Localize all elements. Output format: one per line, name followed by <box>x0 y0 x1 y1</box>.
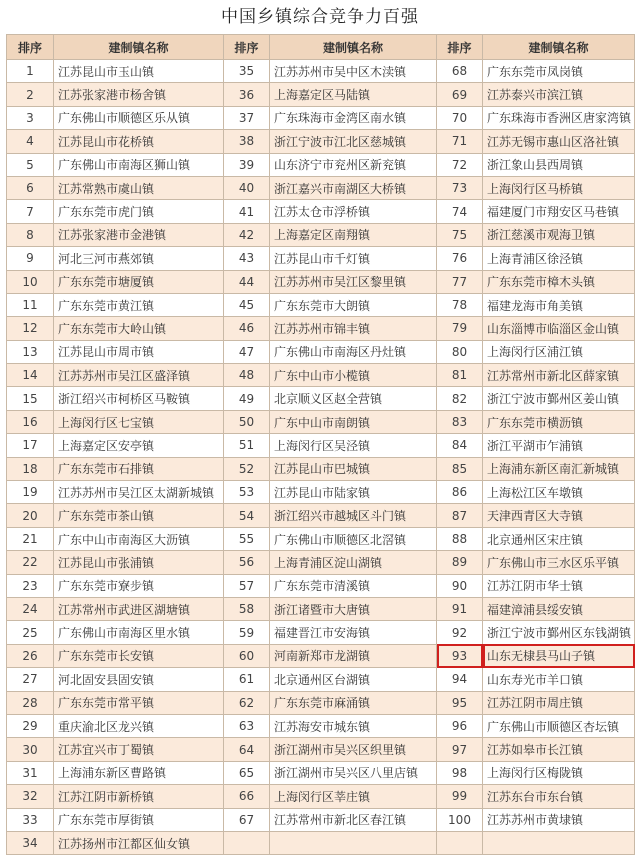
table-row <box>7 644 635 667</box>
town-name-cell: 浙江诸暨市大唐镇 <box>270 597 437 620</box>
rank-cell <box>224 831 270 854</box>
rank-cell: 31 <box>7 761 54 784</box>
town-name-cell: 上海闵行区浦江镇 <box>483 340 635 363</box>
rank-cell: 66 <box>224 785 270 808</box>
rank-cell: 62 <box>224 691 270 714</box>
town-name-cell: 广东珠海市香洲区唐家湾镇 <box>483 106 635 129</box>
rank-cell: 69 <box>437 83 483 106</box>
rank-cell: 77 <box>437 270 483 293</box>
town-name-cell: 广东中山市南朗镇 <box>270 410 437 433</box>
rank-cell: 12 <box>7 317 54 340</box>
town-name-cell: 浙江象山县西周镇 <box>483 153 635 176</box>
rank-cell: 78 <box>437 293 483 316</box>
town-name-cell: 广东东莞市凤岗镇 <box>483 60 635 83</box>
rank-cell: 72 <box>437 153 483 176</box>
rank-cell: 33 <box>7 808 54 831</box>
table-row <box>7 270 635 293</box>
town-name-cell: 江苏太仓市浮桥镇 <box>270 200 437 223</box>
town-name-cell: 福建厦门市翔安区马巷镇 <box>483 200 635 223</box>
town-name-cell: 浙江平湖市乍浦镇 <box>483 434 635 457</box>
rank-header: 排序 <box>7 35 54 60</box>
rank-header: 排序 <box>224 35 270 60</box>
town-name-cell: 北京顺义区赵全营镇 <box>270 387 437 410</box>
town-name-cell: 江苏苏州市锦丰镇 <box>270 317 437 340</box>
rank-cell: 95 <box>437 691 483 714</box>
rank-cell: 87 <box>437 504 483 527</box>
name-header: 建制镇名称 <box>483 35 635 60</box>
town-name-cell: 江苏江阴市华士镇 <box>483 574 635 597</box>
town-name-cell: 北京通州区宋庄镇 <box>483 527 635 550</box>
rank-cell: 81 <box>437 364 483 387</box>
town-name-cell: 江苏昆山市陆家镇 <box>270 481 437 504</box>
town-name-cell: 山东济宁市兖州区新兖镇 <box>270 153 437 176</box>
rank-cell: 21 <box>7 527 54 550</box>
rank-cell: 2 <box>7 83 54 106</box>
town-name-cell: 上海浦东新区曹路镇 <box>54 761 224 784</box>
rank-cell: 84 <box>437 434 483 457</box>
table-row <box>7 738 635 761</box>
town-name-cell: 福建晋江市安海镇 <box>270 621 437 644</box>
table-row <box>7 434 635 457</box>
town-name-cell: 广东东莞市塘厦镇 <box>54 270 224 293</box>
rank-cell: 27 <box>7 668 54 691</box>
name-header: 建制镇名称 <box>270 35 437 60</box>
table-row <box>7 761 635 784</box>
rank-cell: 19 <box>7 481 54 504</box>
town-name-cell: 广东中山市南海区大沥镇 <box>54 527 224 550</box>
rank-cell: 93 <box>437 644 483 667</box>
table-row <box>7 481 635 504</box>
rank-cell: 18 <box>7 457 54 480</box>
rank-cell: 99 <box>437 785 483 808</box>
town-name-cell: 上海嘉定区安亭镇 <box>54 434 224 457</box>
town-name-cell: 广东东莞市麻涌镇 <box>270 691 437 714</box>
table-row <box>7 200 635 223</box>
rank-cell: 51 <box>224 434 270 457</box>
town-name-cell: 江苏泰兴市滨江镇 <box>483 83 635 106</box>
town-name-cell: 广东佛山市顺德区北滘镇 <box>270 527 437 550</box>
town-name-cell: 江苏昆山市玉山镇 <box>54 60 224 83</box>
rank-cell: 22 <box>7 551 54 574</box>
rank-cell: 3 <box>7 106 54 129</box>
table-row <box>7 60 635 83</box>
rank-cell: 97 <box>437 738 483 761</box>
town-name-cell: 江苏如皋市长江镇 <box>483 738 635 761</box>
rank-cell: 65 <box>224 761 270 784</box>
town-name-cell: 江苏昆山市张浦镇 <box>54 551 224 574</box>
rank-cell: 32 <box>7 785 54 808</box>
table-row <box>7 410 635 433</box>
town-name-cell: 上海嘉定区马陆镇 <box>270 83 437 106</box>
rank-cell: 57 <box>224 574 270 597</box>
town-name-cell: 河北固安县固安镇 <box>54 668 224 691</box>
rank-cell: 28 <box>7 691 54 714</box>
table-row <box>7 504 635 527</box>
name-header: 建制镇名称 <box>54 35 224 60</box>
rank-cell: 49 <box>224 387 270 410</box>
rank-cell: 46 <box>224 317 270 340</box>
town-name-cell: 广东东莞市厚街镇 <box>54 808 224 831</box>
rank-cell: 17 <box>7 434 54 457</box>
rank-cell: 10 <box>7 270 54 293</box>
table-row <box>7 247 635 270</box>
rank-cell <box>437 831 483 854</box>
rank-cell: 94 <box>437 668 483 691</box>
rank-cell: 88 <box>437 527 483 550</box>
rank-cell: 67 <box>224 808 270 831</box>
rank-cell: 74 <box>437 200 483 223</box>
rank-cell: 82 <box>437 387 483 410</box>
town-name-cell: 江苏昆山市花桥镇 <box>54 130 224 153</box>
town-name-cell: 江苏张家港市杨舍镇 <box>54 83 224 106</box>
ranking-table <box>6 34 635 855</box>
rank-cell: 36 <box>224 83 270 106</box>
town-name-cell: 江苏江阴市周庄镇 <box>483 691 635 714</box>
table-row <box>7 831 635 854</box>
rank-cell: 75 <box>437 223 483 246</box>
table-row <box>7 527 635 550</box>
table-row <box>7 621 635 644</box>
town-name-cell: 上海闵行区莘庄镇 <box>270 785 437 808</box>
town-name-cell: 广东佛山市三水区乐平镇 <box>483 551 635 574</box>
town-name-cell: 广东东莞市大朗镇 <box>270 293 437 316</box>
town-name-cell: 上海嘉定区南翔镇 <box>270 223 437 246</box>
town-name-cell: 江苏无锡市惠山区洛社镇 <box>483 130 635 153</box>
table-row <box>7 293 635 316</box>
rank-cell: 29 <box>7 714 54 737</box>
rank-cell: 26 <box>7 644 54 667</box>
town-name-cell: 浙江宁波市江北区慈城镇 <box>270 130 437 153</box>
town-name-cell: 江苏江阴市新桥镇 <box>54 785 224 808</box>
table-row <box>7 364 635 387</box>
table-row <box>7 340 635 363</box>
rank-cell: 23 <box>7 574 54 597</box>
rank-cell: 70 <box>437 106 483 129</box>
rank-cell: 52 <box>224 457 270 480</box>
rank-cell: 89 <box>437 551 483 574</box>
table-row <box>7 691 635 714</box>
rank-cell: 68 <box>437 60 483 83</box>
rank-cell: 6 <box>7 176 54 199</box>
rank-cell: 40 <box>224 176 270 199</box>
town-name-cell: 江苏常州市新北区薛家镇 <box>483 364 635 387</box>
rank-cell: 5 <box>7 153 54 176</box>
table-row <box>7 176 635 199</box>
rank-cell: 91 <box>437 597 483 620</box>
rank-cell: 56 <box>224 551 270 574</box>
table-row <box>7 130 635 153</box>
rank-cell: 1 <box>7 60 54 83</box>
town-name-cell: 广东东莞市大岭山镇 <box>54 317 224 340</box>
rank-cell: 80 <box>437 340 483 363</box>
table-row <box>7 106 635 129</box>
rank-cell: 60 <box>224 644 270 667</box>
table-row <box>7 551 635 574</box>
rank-cell: 8 <box>7 223 54 246</box>
table-row <box>7 387 635 410</box>
town-name-cell: 广东佛山市南海区丹灶镇 <box>270 340 437 363</box>
rank-cell: 54 <box>224 504 270 527</box>
town-name-cell: 广东佛山市南海区里水镇 <box>54 621 224 644</box>
rank-cell: 92 <box>437 621 483 644</box>
rank-cell: 50 <box>224 410 270 433</box>
town-name-cell: 江苏苏州市吴中区木渎镇 <box>270 60 437 83</box>
rank-cell: 64 <box>224 738 270 761</box>
rank-cell: 9 <box>7 247 54 270</box>
town-name-cell: 浙江宁波市鄞州区姜山镇 <box>483 387 635 410</box>
table-row <box>7 785 635 808</box>
table-row <box>7 808 635 831</box>
rank-cell: 55 <box>224 527 270 550</box>
rank-cell: 25 <box>7 621 54 644</box>
town-name-cell: 江苏昆山市周市镇 <box>54 340 224 363</box>
table-row <box>7 597 635 620</box>
rank-cell: 37 <box>224 106 270 129</box>
page-title: 中国乡镇综合竞争力百强 <box>221 7 419 27</box>
town-name-cell: 山东淄博市临淄区金山镇 <box>483 317 635 340</box>
rank-cell: 35 <box>224 60 270 83</box>
town-name-cell: 浙江湖州市吴兴区八里店镇 <box>270 761 437 784</box>
rank-cell: 30 <box>7 738 54 761</box>
town-name-cell: 江苏宜兴市丁蜀镇 <box>54 738 224 761</box>
town-name-cell <box>270 831 437 854</box>
town-name-cell: 广东东莞市长安镇 <box>54 644 224 667</box>
rank-cell: 58 <box>224 597 270 620</box>
rank-cell: 59 <box>224 621 270 644</box>
rank-cell: 44 <box>224 270 270 293</box>
rank-cell: 100 <box>437 808 483 831</box>
town-name-cell: 广东珠海市金湾区南水镇 <box>270 106 437 129</box>
town-name-cell: 上海浦东新区南汇新城镇 <box>483 457 635 480</box>
town-name-cell: 福建龙海市角美镇 <box>483 293 635 316</box>
town-name-cell: 江苏常州市新北区春江镇 <box>270 808 437 831</box>
rank-cell: 38 <box>224 130 270 153</box>
table-row <box>7 668 635 691</box>
rank-cell: 96 <box>437 714 483 737</box>
town-name-cell: 江苏常熟市虞山镇 <box>54 176 224 199</box>
town-name-cell: 广东东莞市常平镇 <box>54 691 224 714</box>
table-row <box>7 574 635 597</box>
town-name-cell: 北京通州区台湖镇 <box>270 668 437 691</box>
table-row <box>7 153 635 176</box>
town-name-cell: 浙江宁波市鄞州区东钱湖镇 <box>483 621 635 644</box>
town-name-cell: 河北三河市燕郊镇 <box>54 247 224 270</box>
rank-cell: 11 <box>7 293 54 316</box>
rank-cell: 45 <box>224 293 270 316</box>
rank-cell: 34 <box>7 831 54 854</box>
town-name-cell: 天津西青区大寺镇 <box>483 504 635 527</box>
town-name-cell: 浙江嘉兴市南湖区大桥镇 <box>270 176 437 199</box>
town-name-cell: 广东佛山市南海区狮山镇 <box>54 153 224 176</box>
rank-cell: 39 <box>224 153 270 176</box>
town-name-cell: 广东东莞市虎门镇 <box>54 200 224 223</box>
rank-cell: 98 <box>437 761 483 784</box>
rank-cell: 90 <box>437 574 483 597</box>
rank-cell: 20 <box>7 504 54 527</box>
town-name-cell: 福建漳浦县绥安镇 <box>483 597 635 620</box>
town-name-cell: 江苏苏州市吴江区黎里镇 <box>270 270 437 293</box>
table-row <box>7 223 635 246</box>
header-row <box>7 35 635 60</box>
rank-cell: 7 <box>7 200 54 223</box>
town-name-cell: 上海闵行区七宝镇 <box>54 410 224 433</box>
town-name-cell: 江苏苏州市黄埭镇 <box>483 808 635 831</box>
table-row <box>7 714 635 737</box>
rank-cell: 42 <box>224 223 270 246</box>
town-name-cell: 广东佛山市顺德区杏坛镇 <box>483 714 635 737</box>
town-name-cell: 上海青浦区徐泾镇 <box>483 247 635 270</box>
town-name-cell: 广东东莞市茶山镇 <box>54 504 224 527</box>
rank-cell: 43 <box>224 247 270 270</box>
table-row <box>7 83 635 106</box>
town-name-cell: 浙江慈溪市观海卫镇 <box>483 223 635 246</box>
rank-cell: 83 <box>437 410 483 433</box>
town-name-cell: 广东东莞市樟木头镇 <box>483 270 635 293</box>
rank-cell: 47 <box>224 340 270 363</box>
town-name-cell: 广东东莞市石排镇 <box>54 457 224 480</box>
rank-cell: 61 <box>224 668 270 691</box>
rank-cell: 85 <box>437 457 483 480</box>
rank-header: 排序 <box>437 35 483 60</box>
town-name-cell: 上海闵行区马桥镇 <box>483 176 635 199</box>
rank-cell: 24 <box>7 597 54 620</box>
town-name-cell: 江苏苏州市吴江区太湖新城镇 <box>54 481 224 504</box>
rank-cell: 48 <box>224 364 270 387</box>
town-name-cell: 广东中山市小榄镇 <box>270 364 437 387</box>
town-name-cell: 浙江绍兴市柯桥区马鞍镇 <box>54 387 224 410</box>
rank-cell: 4 <box>7 130 54 153</box>
rank-cell: 63 <box>224 714 270 737</box>
town-name-cell: 浙江绍兴市越城区斗门镇 <box>270 504 437 527</box>
town-name-cell: 广东东莞市寮步镇 <box>54 574 224 597</box>
highlighted-town-cell: 山东无棣县马山子镇 <box>483 644 635 667</box>
town-name-cell: 河南新郑市龙湖镇 <box>270 644 437 667</box>
table-row <box>7 317 635 340</box>
town-name-cell: 浙江湖州市吴兴区织里镇 <box>270 738 437 761</box>
town-name-cell: 山东寿光市羊口镇 <box>483 668 635 691</box>
table-row <box>7 457 635 480</box>
town-name-cell: 江苏东台市东台镇 <box>483 785 635 808</box>
town-name-cell: 江苏昆山市巴城镇 <box>270 457 437 480</box>
rank-cell: 16 <box>7 410 54 433</box>
town-name-cell: 江苏苏州市吴江区盛泽镇 <box>54 364 224 387</box>
town-name-cell: 上海松江区车墩镇 <box>483 481 635 504</box>
rank-cell: 71 <box>437 130 483 153</box>
town-name-cell: 重庆渝北区龙兴镇 <box>54 714 224 737</box>
town-name-cell: 广东东莞市黄江镇 <box>54 293 224 316</box>
rank-cell: 79 <box>437 317 483 340</box>
rank-cell: 14 <box>7 364 54 387</box>
town-name-cell: 江苏常州市武进区湖塘镇 <box>54 597 224 620</box>
town-name-cell: 广东东莞市横沥镇 <box>483 410 635 433</box>
town-name-cell: 广东佛山市顺德区乐从镇 <box>54 106 224 129</box>
town-name-cell: 江苏海安市城东镇 <box>270 714 437 737</box>
rank-cell: 76 <box>437 247 483 270</box>
rank-cell: 41 <box>224 200 270 223</box>
rank-cell: 73 <box>437 176 483 199</box>
town-name-cell: 上海青浦区淀山湖镇 <box>270 551 437 574</box>
town-name-cell: 上海闵行区吴泾镇 <box>270 434 437 457</box>
town-name-cell: 江苏昆山市千灯镇 <box>270 247 437 270</box>
town-name-cell: 江苏扬州市江都区仙女镇 <box>54 831 224 854</box>
rank-cell: 53 <box>224 481 270 504</box>
rank-cell: 13 <box>7 340 54 363</box>
town-name-cell: 广东东莞市清溪镇 <box>270 574 437 597</box>
rank-cell: 86 <box>437 481 483 504</box>
town-name-cell: 上海闵行区梅陇镇 <box>483 761 635 784</box>
town-name-cell <box>483 831 635 854</box>
rank-cell: 15 <box>7 387 54 410</box>
town-name-cell: 江苏张家港市金港镇 <box>54 223 224 246</box>
